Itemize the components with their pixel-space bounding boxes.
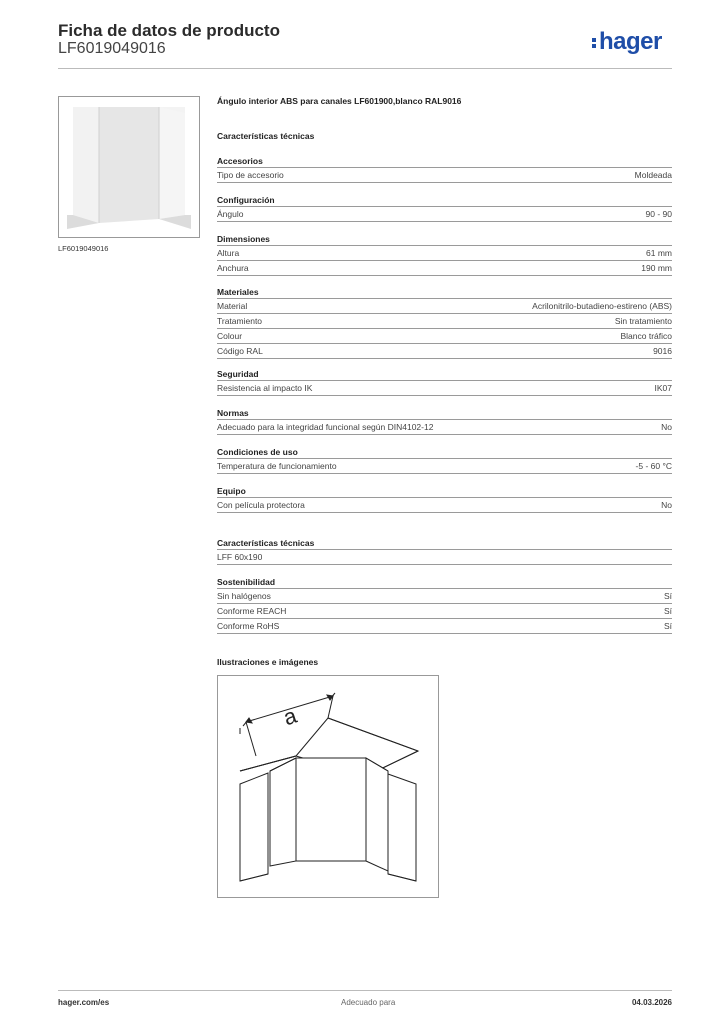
spec-value: Sí: [663, 591, 672, 601]
spec-value: Sin tratamiento: [614, 316, 672, 326]
section-title: Accesorios: [217, 156, 263, 166]
spec-row: [217, 260, 672, 276]
spec-value: 9016: [653, 346, 672, 356]
section-configuracion: [217, 194, 672, 222]
hager-logo[interactable]: [592, 28, 662, 56]
section-title: Equipo: [217, 486, 246, 496]
section-title: Materiales: [217, 287, 259, 297]
spec-row: [217, 380, 672, 396]
spec-label: Material: [217, 301, 248, 311]
section-caracteristicas: [217, 537, 672, 565]
spec-value: Sí: [663, 606, 672, 616]
footer-date: 04.03.2026: [631, 998, 672, 1007]
thumbnail-caption: LF6019049016: [58, 244, 109, 253]
spec-value: IK07: [654, 383, 672, 393]
spec-value: Acrilonitrilo-butadieno-estireno (ABS): [532, 301, 672, 311]
spec-row: [217, 328, 672, 343]
section-title: Condiciones de uso: [217, 447, 298, 457]
spec-row: [217, 245, 672, 260]
spec-label: Resistencia al impacto IK: [217, 383, 313, 393]
spec-label: Código RAL: [217, 346, 263, 356]
header-divider: [58, 68, 672, 69]
spec-row: [217, 167, 672, 183]
product-code: LF6019049016: [58, 40, 166, 57]
footer-middle-text: Adecuado para: [341, 998, 396, 1007]
spec-row: [217, 206, 672, 222]
product-photo-icon: [59, 97, 199, 237]
spec-value: 90 - 90: [645, 209, 672, 219]
dimension-label-a: a: [280, 702, 300, 731]
spec-value: 190 mm: [641, 263, 672, 273]
spec-label: Conforme REACH: [217, 606, 287, 616]
footer-divider: [58, 990, 672, 991]
spec-label: Adecuado para la integridad funcional según DIN4102-12: [217, 422, 434, 432]
spec-label: Anchura: [217, 263, 249, 273]
tech-heading: [217, 130, 672, 142]
spec-value: Moldeada: [634, 170, 672, 180]
spec-row: [217, 419, 672, 435]
spec-row: [217, 603, 672, 618]
spec-row: [217, 618, 672, 634]
spec-value: Blanco tráfico: [620, 331, 672, 341]
spec-label: Con película protectora: [217, 500, 305, 510]
section-title: Seguridad: [217, 369, 259, 379]
section-title: Normas: [217, 408, 249, 418]
section-title: Dimensiones: [217, 234, 270, 244]
section-materiales: [217, 286, 672, 359]
header-title: Ficha de datos de producto: [58, 21, 280, 40]
spec-row: [217, 458, 672, 474]
section-condiciones: [217, 446, 672, 474]
product-thumbnail: [58, 96, 200, 238]
spec-label: LFF 60x190: [217, 552, 263, 562]
spec-row: [217, 549, 672, 565]
spec-label: Sin halógenos: [217, 591, 271, 601]
section-sostenibilidad: [217, 576, 672, 634]
section-equipo: [217, 485, 672, 513]
spec-label: Tipo de accesorio: [217, 170, 284, 180]
spec-row: [217, 313, 672, 328]
spec-label: Tratamiento: [217, 316, 263, 326]
illustrations-heading: [217, 656, 672, 668]
spec-value: Sí: [663, 621, 672, 631]
section-seguridad: [217, 368, 672, 396]
spec-label: Ángulo: [217, 209, 244, 219]
tech-heading-title: Características técnicas: [217, 131, 315, 141]
spec-value: No: [661, 500, 672, 510]
illustration-frame: [217, 675, 439, 898]
spec-row: [217, 588, 672, 603]
logo-text: hager: [599, 28, 662, 55]
spec-value: 61 mm: [646, 248, 672, 258]
section-normas: [217, 407, 672, 435]
spec-label: Colour: [217, 331, 243, 341]
illustrations-title: Ilustraciones e imágenes: [217, 657, 319, 667]
angle-drawing-icon: [218, 676, 438, 897]
spec-label: Conforme RoHS: [217, 621, 280, 631]
section-title: Configuración: [217, 195, 275, 205]
section-title: Características técnicas: [217, 538, 315, 548]
logo-dots-icon: [592, 36, 597, 50]
section-dimensiones: [217, 233, 672, 276]
section-title: Sostenibilidad: [217, 577, 276, 587]
spec-row: [217, 343, 672, 359]
section-accesorios: [217, 155, 672, 183]
spec-row: [217, 298, 672, 313]
spec-value: -5 - 60 °C: [635, 461, 672, 471]
product-title: Ángulo interior ABS para canales LF601900,blanco RAL9016: [217, 96, 462, 106]
spec-row: [217, 497, 672, 513]
spec-label: Altura: [217, 248, 240, 258]
footer-website-link[interactable]: hager.com/es: [58, 998, 110, 1007]
spec-label: Temperatura de funcionamiento: [217, 461, 337, 471]
spec-value: No: [661, 422, 672, 432]
